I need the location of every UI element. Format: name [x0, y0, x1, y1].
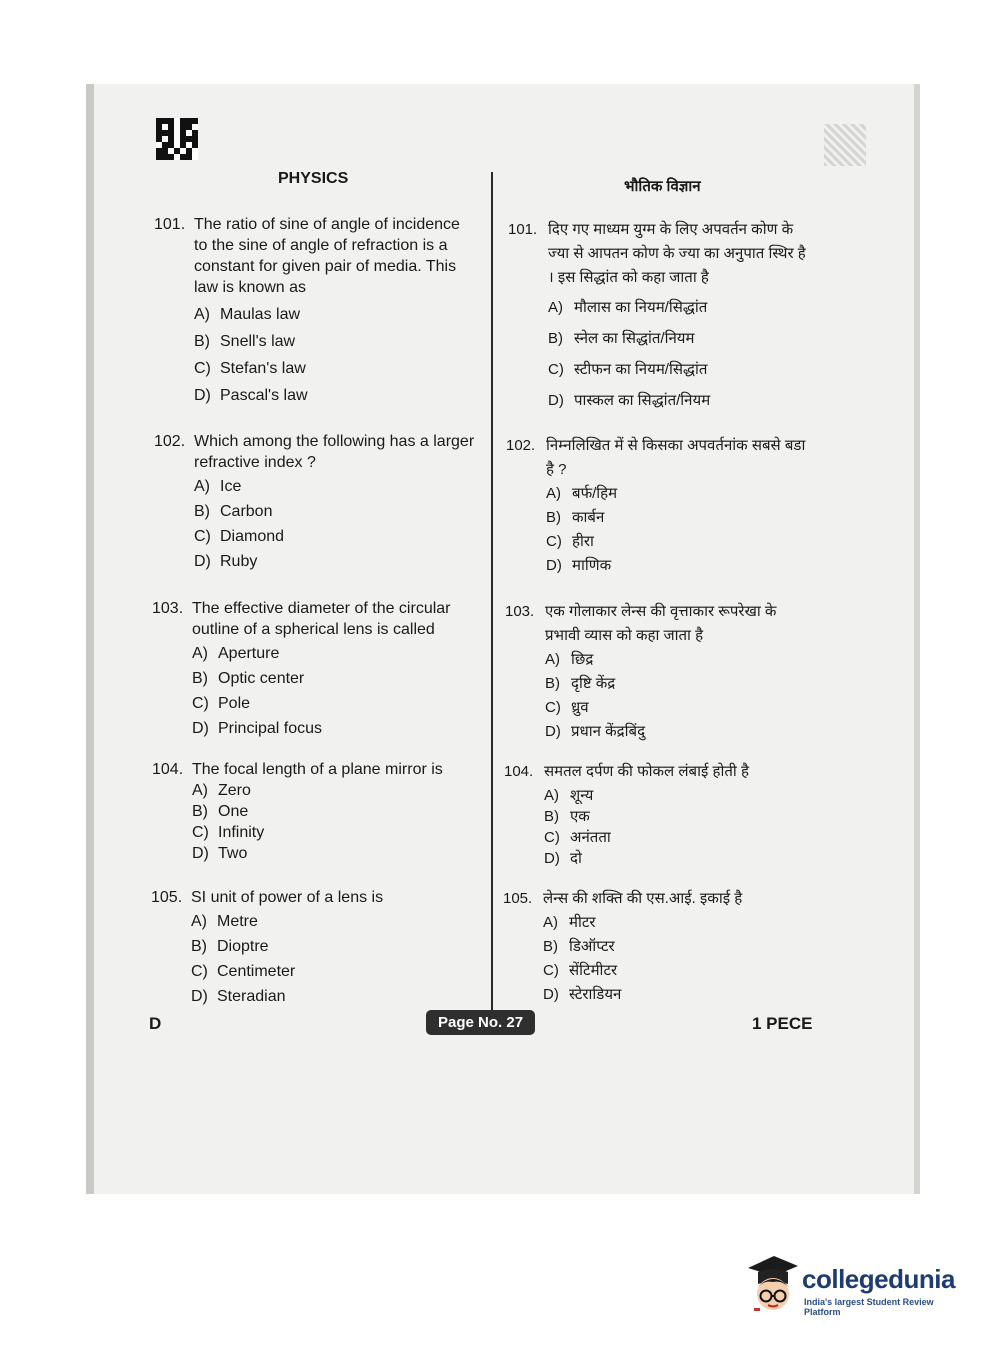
option: A) शून्य	[544, 787, 594, 804]
option: B) दृष्टि केंद्र	[545, 675, 616, 692]
option: D) माणिक	[546, 557, 612, 574]
question-104-hi: 104. समतल दर्पण की फोकल लंबाई होती है A) शून्य B) एक C) अनंतता D) दो	[504, 761, 804, 869]
paper-code: 1 PECE	[752, 1014, 813, 1033]
question-102-hi: 102. निम्नलिखित में से किसका अपवर्तनांक सबसे बडा है ? A) बर्फ/हिम B) कार्बन C) हीरा D) माणिक	[506, 434, 806, 578]
option: A) मीटर	[543, 914, 596, 931]
question-text: The ratio of sine of angle of incidence to the sine of angle of refraction is a constant for given pair of media. This law is known as	[194, 216, 460, 296]
option: B) Carbon	[194, 503, 273, 520]
option: D) Two	[192, 845, 248, 862]
page-number-badge: Page No. 27	[426, 1010, 535, 1035]
option: D) Ruby	[194, 553, 258, 570]
question-101-en	[154, 214, 476, 412]
faint-qr-icon	[824, 124, 866, 166]
section-title-english: PHYSICS	[278, 170, 349, 187]
option: A) छिद्र	[545, 651, 594, 668]
question-102-en: 102. Which among the following has a larger refractive index ? A) Ice B) Carbon C) Diamond D) Ruby	[154, 431, 476, 576]
booklet-series: D	[149, 1014, 162, 1033]
option: C) Stefan's law	[194, 360, 306, 377]
option: D) Steradian	[191, 988, 286, 1005]
option: A) Ice	[194, 478, 242, 495]
option: A) Maulas law	[194, 306, 301, 323]
option: A) Metre	[191, 913, 258, 930]
qr-code-icon	[156, 118, 198, 160]
option: B) स्नेल का सिद्धांत/नियम	[548, 330, 695, 347]
question-104-en: 104. The focal length of a plane mirror is A) Zero B) One C) Infinity D) Two	[152, 759, 474, 864]
logo-wordmark: collegedunia	[802, 1264, 955, 1294]
option: B) डिऑप्टर	[543, 938, 615, 955]
option: C) Centimeter	[191, 963, 296, 980]
option: C) हीरा	[546, 533, 594, 550]
option: D) Pascal's law	[194, 387, 308, 404]
option: D) स्टेराडियन	[543, 986, 622, 1003]
scanned-page	[86, 84, 920, 1194]
collegedunia-logo[interactable]	[744, 1250, 970, 1316]
question-105-en: 105. SI unit of power of a lens is A) Metre B) Dioptre C) Centimeter D) Steradian	[151, 887, 473, 1011]
option: C) Diamond	[194, 528, 285, 545]
column-divider	[491, 172, 493, 1012]
option: D) पास्कल का सिद्धांत/नियम	[548, 392, 711, 409]
option: C) Pole	[192, 695, 251, 712]
student-mascot-icon	[744, 1250, 800, 1316]
question-105-hi: 105. लेन्स की शक्ति की एस.आई. इकाई है A) मीटर B) डिऑप्टर C) सेंटिमीटर D) स्टेराडियन	[503, 887, 803, 1007]
section-title-hindi: भौतिक विज्ञान	[624, 178, 701, 195]
option: B) कार्बन	[546, 509, 605, 526]
option: A) Zero	[192, 782, 251, 799]
question-number: 101.	[154, 216, 186, 233]
option: A) बर्फ/हिम	[546, 485, 618, 502]
option: D) दो	[544, 850, 582, 867]
option: A) Aperture	[192, 645, 280, 662]
question-101-hi: 101. दिए गए माध्यम युग्म के लिए अपवर्तन कोण के ज्या से आपतन कोण के ज्या का अनुपात स्थिर है । इस सिद्धांत को कहा जाता है A) मौलास का नियम/सिद्धांत B) स्नेल का सिद्धांत/नियम C) स्टीफन का नियम/सिद्धांत D) पास्कल का सिद्धांत/नियम	[508, 218, 808, 420]
option: B) One	[192, 803, 249, 820]
question-103-en: 103. The effective diameter of the circular outline of a spherical lens is called A) Aperture B) Optic center C) Pole D) Principal focus	[152, 598, 474, 743]
option: B) Snell's law	[194, 333, 296, 350]
logo-tagline: India's largest Student Review Platform	[804, 1297, 934, 1317]
option: A) मौलास का नियम/सिद्धांत	[548, 299, 708, 316]
option: D) Principal focus	[192, 720, 323, 737]
question-103-hi: 103. एक गोलाकार लेन्स की वृत्ताकार रूपरेखा के प्रभावी व्यास को कहा जाता है A) छिद्र B) दृष्टि केंद्र C) ध्रुव D) प्रधान केंद्रबिंदु	[505, 600, 805, 744]
option: C) Infinity	[192, 824, 265, 841]
option: C) ध्रुव	[545, 699, 589, 716]
option: C) सेंटिमीटर	[543, 962, 618, 979]
option: C) स्टीफन का नियम/सिद्धांत	[548, 361, 708, 378]
option: D) प्रधान केंद्रबिंदु	[545, 723, 646, 740]
option: B) एक	[544, 808, 590, 825]
option: B) Optic center	[192, 670, 305, 687]
option: B) Dioptre	[191, 938, 269, 955]
option: C) अनंतता	[544, 829, 611, 846]
